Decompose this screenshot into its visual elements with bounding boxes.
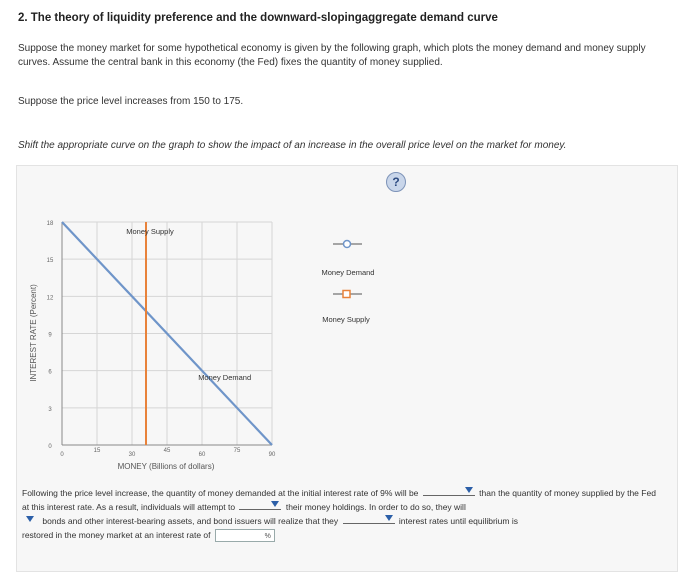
y-tick-label: 9 bbox=[48, 332, 52, 339]
holdings-action-dropdown[interactable] bbox=[239, 500, 281, 510]
question-title: 2. The theory of liquidity preference and the downward-slopingaggregate demand curve bbox=[18, 12, 498, 24]
question-s7: restored in the money market at an interest rate of bbox=[22, 530, 211, 540]
y-tick-label: 18 bbox=[46, 221, 54, 227]
equilibrium-rate-input[interactable] bbox=[215, 529, 275, 542]
fill-in-question bbox=[22, 486, 662, 542]
y-tick-label: 15 bbox=[46, 258, 54, 265]
question-s5: bonds and other interest-bearing assets, and bond issuers will realize that they bbox=[42, 516, 339, 526]
legend-money-supply[interactable] bbox=[322, 291, 370, 325]
bond-action-dropdown[interactable] bbox=[24, 515, 38, 524]
tick-labels bbox=[47, 221, 276, 458]
legend-demand-label: Money Demand bbox=[321, 268, 375, 277]
y-tick-label: 0 bbox=[48, 444, 52, 450]
chevron-down-icon bbox=[465, 487, 473, 493]
x-tick-label: 60 bbox=[198, 452, 206, 458]
quantity-comparison-dropdown[interactable] bbox=[423, 486, 475, 496]
chevron-down-icon bbox=[385, 515, 393, 521]
y-tick-label: 6 bbox=[48, 369, 52, 376]
price-level-statement: Suppose the price level increases from 150 to 175. bbox=[18, 96, 244, 107]
interest-direction-dropdown[interactable] bbox=[343, 514, 395, 524]
question-s6: interest rates until equilibrium is bbox=[398, 516, 518, 526]
y-tick-label: 12 bbox=[46, 295, 54, 302]
question-s4: their money holdings. In order to do so, they will bbox=[285, 502, 466, 512]
question-s3: supplied by the Fed at this interest rate. As a result, individuals will attempt to bbox=[22, 488, 656, 512]
percent-unit: % bbox=[264, 533, 271, 541]
instruction-text: Shift the appropriate curve on the graph to show the impact of an increase in the overall price level on the market for money. bbox=[18, 140, 567, 151]
chevron-down-icon bbox=[26, 516, 34, 522]
y-axis-label: INTEREST RATE (Percent) bbox=[29, 284, 38, 382]
x-tick-label: 75 bbox=[233, 448, 241, 454]
y-tick-label: 3 bbox=[48, 406, 52, 413]
legend-money-demand[interactable] bbox=[322, 241, 375, 278]
supply-drag-handle-icon[interactable] bbox=[343, 291, 350, 298]
x-tick-label: 30 bbox=[128, 452, 136, 458]
x-tick-label: 45 bbox=[163, 448, 171, 454]
chevron-down-icon bbox=[271, 501, 279, 507]
x-tick-label: 0 bbox=[60, 452, 64, 458]
x-tick-label: 90 bbox=[268, 452, 276, 458]
x-axis-label: MONEY (Billions of dollars) bbox=[117, 462, 215, 471]
money-demand-label: Money Demand bbox=[198, 373, 252, 383]
demand-drag-handle-icon[interactable] bbox=[344, 241, 351, 248]
question-s2: than the quantity of money bbox=[479, 488, 580, 498]
legend-supply-label: Money Supply bbox=[322, 315, 370, 324]
money-supply-label: Money Supply bbox=[126, 227, 174, 236]
question-s1: Following the price level increase, the quantity of money demanded at the initial interest rate of 9% will be bbox=[22, 488, 419, 498]
help-icon[interactable]: ? bbox=[386, 172, 406, 192]
x-tick-label: 15 bbox=[93, 448, 101, 454]
intro-paragraph: Suppose the money market for some hypothetical economy is given by the following graph, which plots the money demand and money supply curves. Assume the central bank in this economy (the Fed) fixes the quantity of money supplied. bbox=[18, 43, 646, 68]
